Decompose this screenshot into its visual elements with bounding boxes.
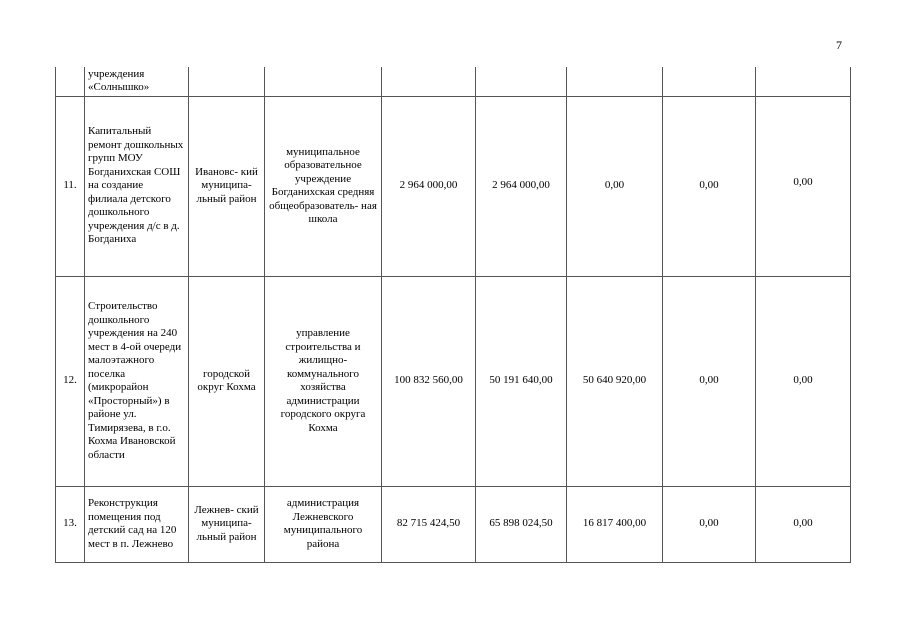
- amount-col-3: 50 640 920,00: [567, 276, 663, 486]
- total-amount: 100 832 560,00: [382, 276, 476, 486]
- row-number: [56, 67, 85, 96]
- amount-col-4: 0,00: [663, 276, 756, 486]
- page-number: 7: [836, 38, 842, 52]
- table-row: [56, 276, 851, 486]
- amount-col-2: [476, 67, 567, 96]
- territory: Лежнев- ский муниципа- льный район: [189, 486, 265, 562]
- row-number: 13.: [56, 486, 85, 562]
- amount-col-2: 65 898 024,50: [476, 486, 567, 562]
- total-amount: [382, 67, 476, 96]
- amount-col-4: 0,00: [663, 486, 756, 562]
- row-number: 12.: [56, 276, 85, 486]
- object-name: учреждения «Солнышко»: [85, 67, 189, 96]
- row-number: 11.: [56, 96, 85, 276]
- table-row: [56, 96, 851, 276]
- amount-col-5: 0,00: [756, 486, 851, 562]
- total-amount: 2 964 000,00: [382, 96, 476, 276]
- organization: [265, 67, 382, 96]
- organization: администрация Лежневского муниципального района: [265, 486, 382, 562]
- amount-col-5: [756, 67, 851, 96]
- amount-col-3: [567, 67, 663, 96]
- territory: городской округ Кохма: [189, 276, 265, 486]
- object-name: Реконструкция помещения под детский сад на 120 мест в п. Лежнево: [85, 486, 189, 562]
- table-row: [56, 486, 851, 562]
- organization: управление строительства и жилищно- коммунального хозяйства администрации городского округа Кохма: [265, 276, 382, 486]
- organization: муниципальное образовательное учреждение Богданихская средняя общеобразователь- ная школа: [265, 96, 382, 276]
- funding-table: [55, 67, 851, 563]
- amount-col-3: 0,00: [567, 96, 663, 276]
- territory: [189, 67, 265, 96]
- amount-col-2: 50 191 640,00: [476, 276, 567, 486]
- amount-col-5-value: 0,00: [793, 176, 813, 189]
- amount-col-2: 2 964 000,00: [476, 96, 567, 276]
- total-amount: 82 715 424,50: [382, 486, 476, 562]
- amount-col-3: 16 817 400,00: [567, 486, 663, 562]
- amount-col-5: 0,00: [756, 276, 851, 486]
- object-name: Капитальный ремонт дошкольных групп МОУ Богданихская СОШ на создание филиала детского дошкольного учреждения д/с в д. Богданиха: [85, 96, 189, 276]
- amount-col-5: [756, 96, 851, 276]
- object-name: Строительство дошкольного учреждения на 240 мест в 4-ой очереди малоэтажного поселка (микрорайон «Просторный») в районе ул. Тимирязева, в г.о. Кохма Ивановской области: [85, 276, 189, 486]
- amount-col-4: 0,00: [663, 96, 756, 276]
- amount-col-4: [663, 67, 756, 96]
- territory: Ивановс- кий муниципа- льный район: [189, 96, 265, 276]
- table-row: [56, 67, 851, 96]
